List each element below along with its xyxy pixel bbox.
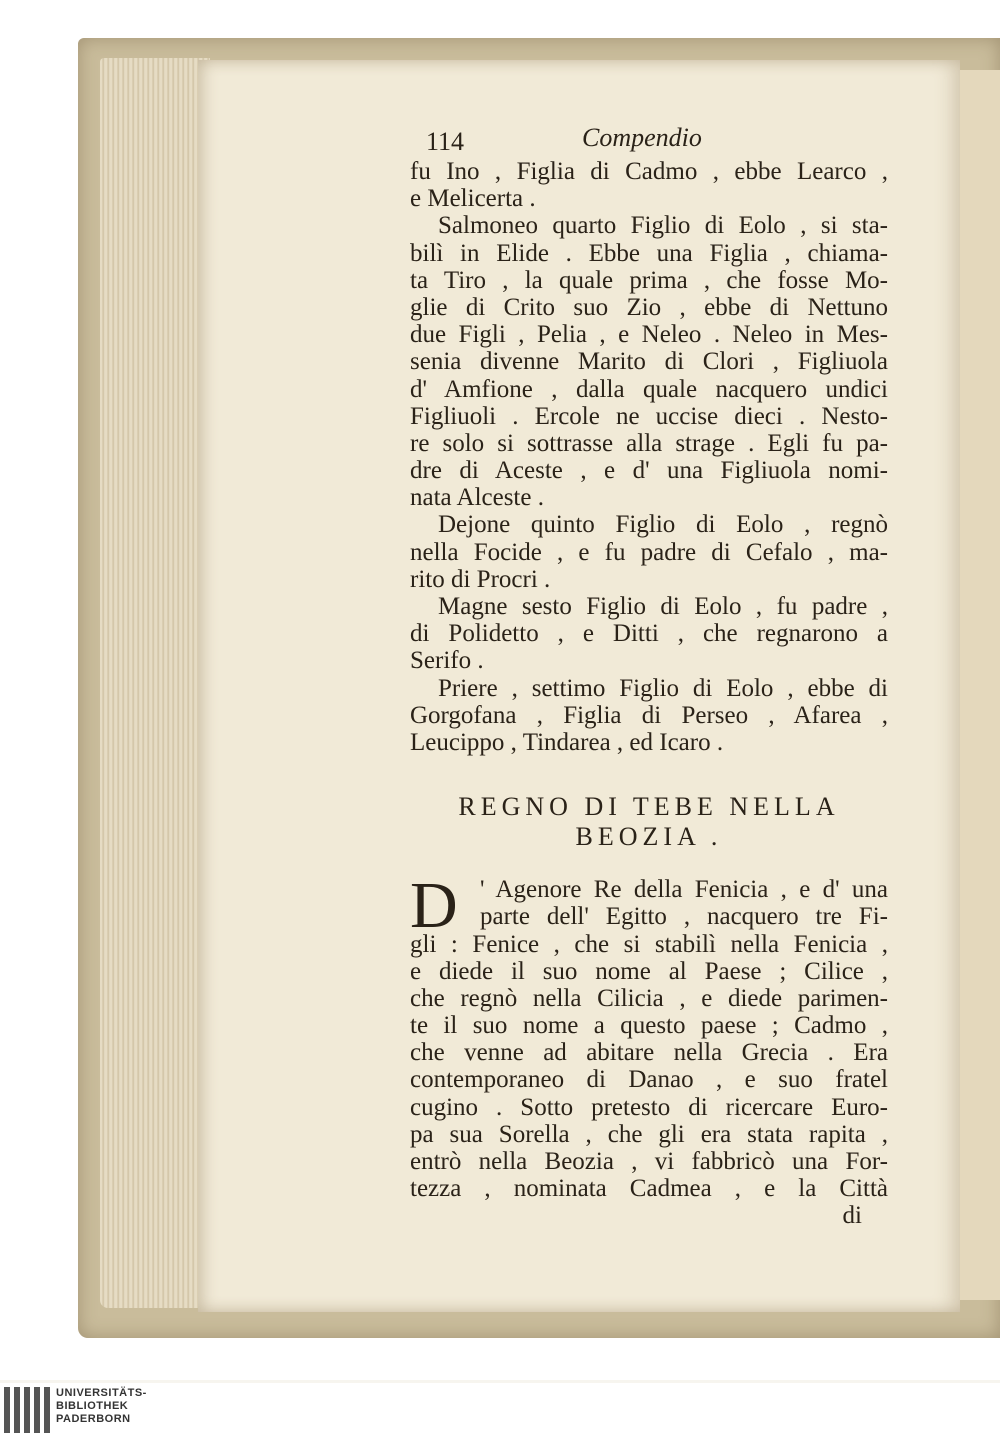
catchword: di [842,1202,862,1230]
facing-page-edge [956,70,1000,1300]
text-line: ' Agenore Re della Fenicia , e d' una [480,876,888,904]
library-logo [0,1383,1000,1437]
page-edges [100,58,210,1308]
paragraph-2 [410,212,888,511]
text-line: pa sua Sorella , che gli era stata rapita , [410,1120,888,1148]
text-line: glie di Crito suo Zio , ebbe di Nettuno [410,293,888,321]
text-line: re solo si sottrasse alla strage . Egli fu pa- [410,429,888,457]
logo-line-1: UNIVERSITÄTS- [56,1387,147,1399]
paragraph-6 [410,869,888,1203]
text-line: che regnò nella Cilicia , e diede parimen- [410,984,888,1012]
heading-line-1: REGNO DI TEBE NELLA [458,792,840,822]
text-line: Leucippo , Tindarea , ed Icaro . [410,728,724,756]
text-line: Figliuoli . Ercole ne uccise dieci . Nesto- [410,402,888,430]
text-line: gli : Fenice , che si stabilì nella Fenicia , [410,930,888,958]
text-line: cugino . Sotto pretesto di ricercare Euro- [410,1093,888,1121]
spacer [410,782,888,792]
spacer [410,756,888,782]
text-line: due Figli , Pelia , e Neleo . Neleo in Mes- [410,321,888,349]
paragraph-1 [410,158,888,212]
text-line: parte dell' Egitto , nacquero tre Fi- [480,903,888,931]
heading-line-2: BEOZIA . [575,822,723,852]
page-header [410,118,888,158]
paragraph-5 [410,675,888,757]
paragraph-3 [410,511,888,593]
logo-line-3: PADERBORN [56,1413,131,1425]
text-line: di Polidetto , e Ditti , che regnarono a [410,620,888,648]
text-line: Magne sesto Figlio di Eolo , fu padre , [438,593,888,620]
text-line: che venne ad abitare nella Grecia . Era [410,1039,888,1067]
text-line: tezza , nominata Cadmea , e la Città [410,1175,888,1203]
text-line: Serifo . [410,647,484,675]
text-line: Salmoneo quarto Figlio di Eolo , si sta- [438,212,888,240]
text-line: Gorgofana , Figlia di Perseo , Afarea , [410,701,888,729]
section-heading [410,792,888,852]
text-line: d' Amfione , dalla quale nacquero undici [410,375,888,403]
text-line: ta Tiro , la quale prima , che fosse Mo- [410,266,888,294]
drop-cap: D [410,869,458,943]
text-line: nella Focide , e fu padre di Cefalo , ma- [410,538,888,566]
library-logo-icon [4,1387,50,1433]
page-number: 114 [426,127,465,156]
text-line: senia divenne Marito di Clori , Figliuola [410,348,888,376]
text-line: dre di Aceste , e d' una Figliuola nomi- [410,457,888,485]
running-title: Compendio [582,123,702,152]
paragraph-4 [410,593,888,675]
text-line: fu Ino , Figlia di Cadmo , ebbe Learco , [410,158,888,185]
text-line: rito di Procri . [410,565,551,593]
text-line: Priere , settimo Figlio di Eolo , ebbe di [438,674,888,702]
library-logo-text [56,1387,147,1426]
text-line: contemporaneo di Danao , e suo fratel [410,1066,888,1094]
text-line: te il suo nome a questo paese ; Cadmo , [410,1012,888,1040]
text-line: entrò nella Beozia , vi fabbricò una For- [410,1148,888,1175]
text-line: e diede il suo nome al Paese ; Cilice , [410,957,888,985]
text-line: Dejone quinto Figlio di Eolo , regnò [438,511,888,539]
text-line: e Melicerta . [410,185,536,213]
text-line: bilì in Elide . Ebbe una Figlia , chiama- [410,239,888,267]
spacer [410,852,888,876]
logo-line-2: BIBLIOTHEK [56,1400,129,1412]
text-line: nata Alceste . [410,484,544,512]
page-text [410,118,888,1229]
